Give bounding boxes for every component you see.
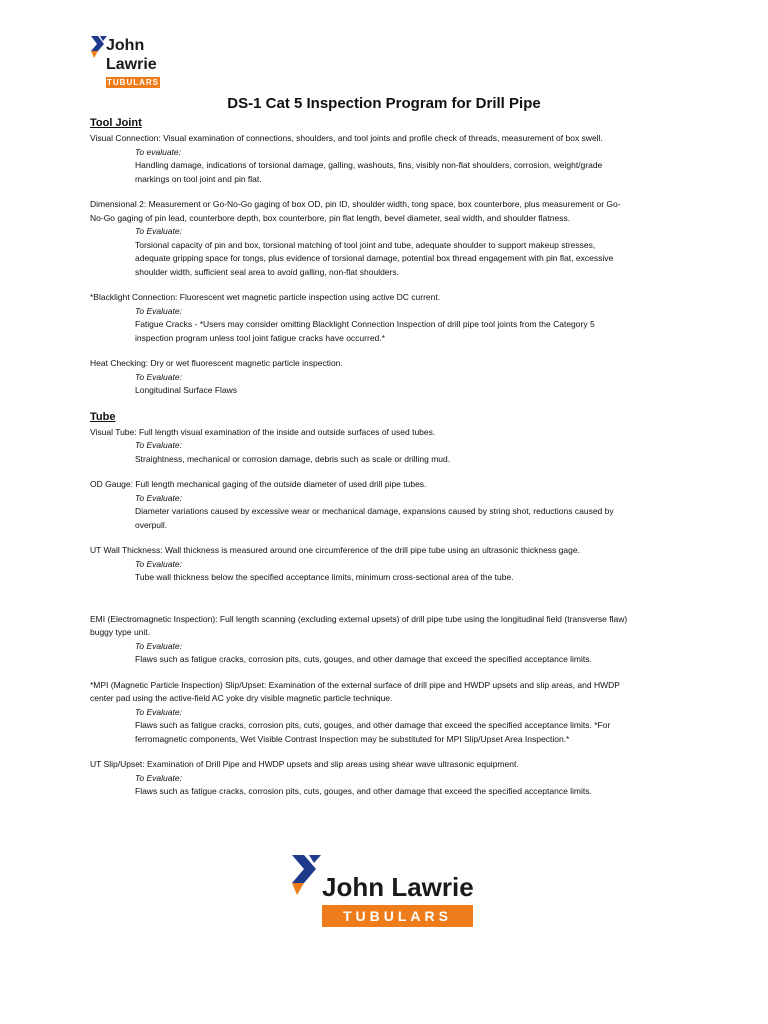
item-description-line: EMI (Electromagnetic Inspection): Full length scanning (excluding external upsets) of drill pipe tube using the longitudinal field (transverse flaw) [90,613,628,624]
item-description-line: center pad using the active-field AC yoke dry visible magnetic particle technique. [90,693,393,703]
item-description-line: Visual Connection: Visual examination of connections, shoulders, and tool joints and profile check of threads, measurement of box swell. [90,133,603,143]
item-description-line: buggy type unit. [90,627,151,637]
evaluation-text: Handling damage, indications of torsional damage, galling, washouts, fins, visibly non-flat shoulders, corrosion, weight/grade [135,160,603,170]
logo-tubulars-badge: TUBULARS [107,78,159,87]
evaluation-text: markings on tool joint and pin flat. [135,173,262,184]
evaluation-text: Diameter variations caused by excessive wear or mechanical damage, expansions caused by string shot, reductions caused by [135,506,614,516]
inspection-item [90,544,690,585]
section-heading-tool-joint: Tool Joint [90,117,142,129]
inspection-item [90,198,690,279]
item-description-line: Dimensional 2: Measurement or Go-No-Go gaging of box OD, pin ID, shoulder width, tong space, box counterbore, plus measurement or Go- [90,199,621,209]
inspection-item [90,357,690,398]
item-description-line: UT Slip/Upset: Examination of Drill Pipe and HWDP upsets and slip areas using shear wave ultrasonic equipment. [90,759,519,769]
evaluation-text: Longitudinal Surface Flaws [135,385,238,395]
inspection-item [90,478,690,532]
to-evaluate-label: To Evaluate: [135,640,182,651]
item-description-line: *MPI (Magnetic Particle Inspection) Slip/Upset: Examination of the external surface of drill pipe and HWDP upsets and slip areas, and HWDP [90,679,620,690]
inspection-item [90,679,690,747]
logo-word-john: John [106,37,145,54]
evaluation-text: Flaws such as fatigue cracks, corrosion pits, cuts, gouges, and other damage that exceed the specified acceptance limits. [135,654,592,664]
evaluation-text: Tube wall thickness below the specified acceptance limits, minimum cross-sectional area of the tube. [135,572,514,582]
to-evaluate-label: To Evaluate: [135,440,182,450]
logo-word-lawrie: Lawrie [106,56,157,73]
inspection-item [90,132,690,186]
to-evaluate-label: To Evaluate: [135,226,182,236]
evaluation-text: Flaws such as fatigue cracks, corrosion pits, cuts, gouges, and other damage that exceed the specified acceptance limits. *For [135,720,611,730]
to-evaluate-label: To Evaluate: [135,706,182,717]
logo-chevron-icon [91,36,107,66]
evaluation-text: ferromagnetic components, Wet Visible Contrast Inspection may be substituted for MPI Slip/Upset Area Inspection.* [135,733,570,744]
to-evaluate-label: To Evaluate: [135,558,182,569]
to-evaluate-label: To evaluate: [135,146,181,157]
item-description-line: UT Wall Thickness: Wall thickness is measured around one circumference of the drill pipe tube using an ultrasonic thickness gage. [90,545,580,555]
evaluation-text: Fatigue Cracks - *Users may consider omitting Blacklight Connection Inspection of drill pipe tool joints from the Category 5 [135,319,595,329]
evaluation-text: shoulder width, sufficient seal area to avoid galling, non-flat shoulders. [135,266,399,277]
logo-tubulars-badge: TUBULARS [322,905,473,927]
evaluation-text: Flaws such as fatigue cracks, corrosion pits, cuts, gouges, and other damage that exceed the specified acceptance limits. [135,786,592,796]
to-evaluate-label: To Evaluate: [135,305,182,316]
company-logo-top [91,36,169,98]
evaluation-text: Torsional capacity of pin and box, torsional matching of tool joint and tube, adequate shoulder to support makeup stresses, [135,239,596,250]
evaluation-text: overpull. [135,519,168,530]
inspection-item [90,426,690,467]
evaluation-text: inspection program unless tool joint fatigue cracks have occurred.* [135,332,385,343]
inspection-item [90,758,690,799]
document-body [90,116,690,799]
item-description-line: No-Go gaging of pin lead, counterbore depth, box counterbore, pin flat length, bevel diameter, seal width, and shoulder flatness. [90,212,571,223]
logo-chevron-icon [292,855,322,905]
company-logo-bottom [292,855,482,930]
logo-name: John Lawrie [322,872,474,902]
document-title: DS-1 Cat 5 Inspection Program for Drill Pipe [227,95,541,112]
item-description-line: Visual Tube: Full length visual examination of the inside and outside surfaces of used tubes. [90,426,436,437]
to-evaluate-label: To Evaluate: [135,371,182,382]
item-description-line: OD Gauge: Full length mechanical gaging of the outside diameter of used drill pipe tubes. [90,479,427,489]
inspection-item [90,613,690,667]
evaluation-text: Straightness, mechanical or corrosion damage, debris such as scale or drilling mud. [135,453,451,464]
to-evaluate-label: To Evaluate: [135,772,182,783]
item-description-line: *Blacklight Connection: Fluorescent wet magnetic particle inspection using active DC current. [90,292,441,302]
item-description-line: Heat Checking: Dry or wet fluorescent magnetic particle inspection. [90,358,343,368]
to-evaluate-label: To Evaluate: [135,492,182,503]
evaluation-text: adequate gripping space for tongs, plus evidence of torsional damage, potential box thread engagement with pin flat, excessive [135,253,614,263]
inspection-item [90,291,690,345]
section-heading-tube: Tube [90,410,116,423]
